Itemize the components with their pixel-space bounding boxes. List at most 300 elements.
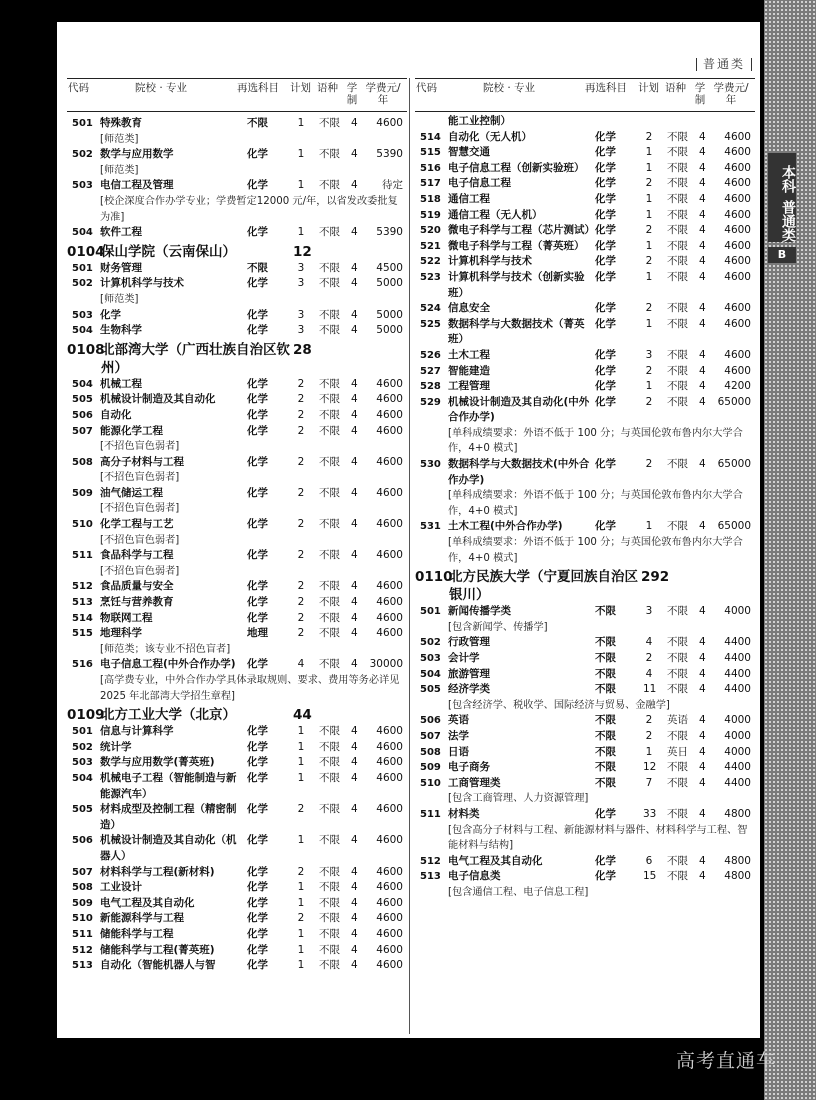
- major-language: 不限: [319, 393, 340, 406]
- major-language: 不限: [667, 192, 688, 205]
- major-name: 会计学: [448, 652, 480, 664]
- major-plan: 1: [297, 179, 305, 192]
- major-plan: 2: [297, 408, 305, 421]
- major-fee: 4600: [724, 192, 751, 205]
- major-code: 504: [72, 227, 93, 239]
- major-code: 502: [72, 278, 93, 290]
- major-row: [415, 130, 755, 146]
- major-years: 4: [699, 761, 706, 774]
- major-name: 日语: [448, 745, 469, 758]
- major-code: 505: [72, 804, 93, 816]
- major-language: 不限: [319, 771, 340, 784]
- major-subject: 化学: [247, 226, 268, 239]
- major-name: 数学与应用数学: [100, 148, 174, 161]
- major-fee: 4600: [724, 146, 751, 159]
- major-row: [415, 745, 755, 761]
- major-years: 4: [351, 771, 358, 784]
- major-row: [67, 225, 407, 241]
- major-language: 不限: [667, 776, 688, 789]
- major-language: 不限: [667, 302, 688, 315]
- major-row: [67, 261, 407, 277]
- header-lang: 语种: [665, 82, 686, 94]
- major-name: 土木工程(中外合作办学): [448, 520, 563, 533]
- major-subject: 化学: [247, 596, 268, 609]
- major-code: 504: [420, 668, 441, 680]
- major-code: 501: [72, 118, 93, 129]
- major-plan: 1: [645, 270, 653, 283]
- major-fee: 5000: [376, 277, 403, 290]
- major-years: 4: [699, 208, 706, 221]
- major-plan: 1: [297, 725, 305, 738]
- major-row: [67, 147, 407, 163]
- major-row: [67, 880, 407, 896]
- major-years: 4: [699, 807, 706, 820]
- major-subject: 化学: [595, 348, 616, 361]
- major-name: 微电子科学与工程（菁英班）: [448, 239, 585, 252]
- major-subject: 化学: [595, 270, 616, 283]
- major-plan: 3: [645, 348, 653, 361]
- major-years: 4: [699, 870, 706, 883]
- major-language: 不限: [319, 308, 340, 321]
- major-language: 不限: [319, 486, 340, 499]
- major-subject: 化学: [595, 317, 616, 330]
- header-plan: 计划: [638, 82, 659, 94]
- major-language: 不限: [667, 270, 688, 283]
- major-fee: 4600: [376, 834, 403, 847]
- major-code: 520: [420, 225, 441, 237]
- major-plan: 15: [643, 870, 657, 883]
- major-name: 机械设计制造及其自动化(中外合作办学): [448, 395, 590, 424]
- major-years: 4: [699, 520, 706, 533]
- major-name: 电信工程及管理: [100, 179, 174, 192]
- major-language: 不限: [319, 408, 340, 421]
- major-language: 不限: [319, 927, 340, 940]
- major-code: 504: [72, 325, 93, 337]
- major-language: 不限: [319, 424, 340, 437]
- major-name: 电气工程及其自动化: [100, 896, 195, 909]
- major-plan: 2: [297, 424, 305, 437]
- major-years: 4: [699, 224, 706, 237]
- major-language: 不限: [667, 255, 688, 268]
- major-code: 506: [420, 715, 441, 727]
- major-plan: 1: [297, 881, 305, 894]
- major-fee: 4600: [376, 803, 403, 816]
- school-heading: [67, 341, 407, 377]
- major-years: 4: [351, 865, 358, 878]
- major-fee: 4600: [724, 239, 751, 252]
- major-subject: 化学: [247, 324, 268, 337]
- major-language: 不限: [319, 834, 340, 847]
- major-fee: 4600: [376, 455, 403, 468]
- major-row: [67, 517, 407, 533]
- major-note: [不招色盲色弱者]: [100, 441, 180, 453]
- major-code: 518: [420, 193, 441, 205]
- major-years: 4: [699, 364, 706, 377]
- major-years: 4: [699, 636, 706, 649]
- major-row: [67, 896, 407, 912]
- major-plan: 1: [645, 317, 653, 330]
- major-row: [415, 364, 755, 380]
- major-language: 不限: [319, 658, 340, 671]
- major-fee: 4600: [724, 224, 751, 237]
- major-language: 不限: [319, 117, 340, 129]
- header-code: 代码: [68, 82, 89, 94]
- major-subject: 化学: [247, 756, 268, 769]
- major-note: [包含经济学、税收学、国际经济与贸易、金融学]: [448, 699, 670, 711]
- major-language: 不限: [667, 239, 688, 252]
- major-plan: 3: [645, 605, 653, 618]
- major-language: 不限: [667, 146, 688, 159]
- major-plan: 2: [645, 224, 653, 237]
- major-language: 不限: [319, 803, 340, 816]
- major-language: 不限: [667, 667, 688, 680]
- major-code: 503: [72, 309, 93, 321]
- major-plan: 1: [645, 192, 653, 205]
- major-row: [67, 657, 407, 673]
- major-subject: 不限: [595, 605, 616, 618]
- major-fee: 4600: [376, 596, 403, 609]
- major-code: 508: [72, 882, 93, 894]
- major-plan: 2: [297, 486, 305, 499]
- major-name: 行政管理: [448, 636, 490, 649]
- major-plan: 11: [643, 683, 657, 696]
- header-code: 代码: [416, 82, 437, 94]
- major-code: 516: [420, 162, 441, 174]
- major-row: [67, 392, 407, 408]
- major-years: 4: [351, 896, 358, 909]
- major-code: 527: [420, 365, 441, 377]
- major-years: 4: [351, 148, 358, 161]
- major-fee: 待定: [382, 179, 403, 192]
- major-language: 不限: [319, 725, 340, 738]
- major-subject: 化学: [247, 803, 268, 816]
- major-subject: 化学: [247, 377, 268, 390]
- major-row: [415, 807, 755, 823]
- major-years: 4: [351, 881, 358, 894]
- major-subject: 化学: [247, 148, 268, 161]
- major-fee: 4600: [376, 486, 403, 499]
- major-code: 522: [420, 256, 441, 268]
- major-row: [67, 611, 407, 627]
- major-code: 512: [420, 855, 441, 867]
- major-code: 506: [72, 835, 93, 847]
- major-name: 计算机科学与技术: [448, 255, 532, 268]
- major-name: 储能科学与工程: [100, 927, 174, 940]
- major-subject: 化学: [247, 881, 268, 894]
- right-rows: [415, 114, 755, 901]
- major-note: [单科成绩要求：外语不低于 100 分；与英国伦敦布鲁内尔大学合作，4+0 模式]: [448, 427, 743, 455]
- major-subject: 不限: [595, 636, 616, 649]
- major-language: 不限: [319, 277, 340, 290]
- major-row: [67, 943, 407, 959]
- major-subject: 化学: [247, 518, 268, 531]
- major-row: [415, 270, 755, 301]
- major-fee: 4600: [724, 130, 751, 143]
- major-code: 515: [72, 628, 93, 640]
- major-language: 不限: [667, 458, 688, 471]
- major-name: 自动化（无人机）: [448, 130, 532, 143]
- major-fee: 4600: [724, 348, 751, 361]
- major-code: 508: [72, 456, 93, 468]
- major-name: 材料类: [448, 807, 480, 820]
- major-language: 不限: [319, 596, 340, 609]
- major-row: [415, 854, 755, 870]
- major-fee: 65000: [717, 458, 751, 471]
- major-years: 4: [351, 424, 358, 437]
- major-name: 计算机科学与技术: [100, 277, 184, 290]
- header-plan: 计划: [290, 82, 311, 94]
- major-name: 油气储运工程: [100, 486, 163, 499]
- major-plan: 2: [645, 302, 653, 315]
- major-plan: 2: [297, 377, 305, 390]
- major-fee: 65000: [717, 395, 751, 408]
- major-code: 507: [72, 425, 93, 437]
- major-row: [67, 724, 407, 740]
- major-plan: 3: [297, 324, 305, 337]
- major-name: 财务管理: [100, 261, 142, 274]
- major-fee: 4600: [376, 740, 403, 753]
- major-note: [不招色盲色弱者]: [100, 503, 180, 515]
- major-years: 4: [699, 395, 706, 408]
- major-subject: 化学: [595, 208, 616, 221]
- major-years: 4: [351, 943, 358, 956]
- major-code: 517: [420, 178, 441, 190]
- major-fee: 4600: [376, 881, 403, 894]
- major-subject: 化学: [595, 380, 616, 393]
- major-plan: 1: [645, 745, 653, 758]
- major-fee: 4600: [376, 549, 403, 562]
- major-row: [415, 776, 755, 792]
- major-language: 不限: [667, 364, 688, 377]
- school-code: 0110: [415, 569, 453, 586]
- major-years: 4: [699, 714, 706, 727]
- major-subject: 化学: [595, 255, 616, 268]
- major-subject: 地理: [247, 627, 268, 640]
- major-language: 不限: [319, 226, 340, 239]
- major-subject: 化学: [595, 395, 616, 408]
- major-plan: 1: [645, 146, 653, 159]
- major-name: 电子信息类: [448, 870, 501, 883]
- major-code: 515: [420, 147, 441, 159]
- major-note: [包含通信工程、电子信息工程]: [448, 886, 589, 898]
- major-fee: 4600: [376, 424, 403, 437]
- major-years: 4: [351, 518, 358, 531]
- major-code: 528: [420, 381, 441, 393]
- major-language: 不限: [667, 652, 688, 664]
- major-subject: 化学: [247, 740, 268, 753]
- major-name: 生物科学: [100, 324, 142, 337]
- major-note: [师范类]: [100, 293, 139, 305]
- major-fee: 4500: [376, 261, 403, 274]
- major-subject: 化学: [247, 896, 268, 909]
- major-plan: 2: [297, 912, 305, 925]
- major-row: [415, 713, 755, 729]
- major-years: 4: [351, 486, 358, 499]
- major-subject: 化学: [247, 486, 268, 499]
- major-name: 工程管理: [448, 380, 490, 393]
- header-lang: 语种: [317, 82, 338, 94]
- major-name: 新闻传播学类: [448, 605, 511, 618]
- major-plan: 2: [297, 803, 305, 816]
- major-years: 4: [351, 959, 358, 972]
- major-name: 智能建造: [448, 364, 490, 377]
- major-language: 不限: [319, 627, 340, 640]
- major-plan: 1: [297, 834, 305, 847]
- major-plan: 7: [645, 776, 653, 789]
- major-row: [67, 323, 407, 339]
- major-code: 513: [420, 871, 441, 883]
- major-language: 不限: [319, 881, 340, 894]
- header-name: 院校 · 专业: [135, 82, 188, 94]
- major-row: [67, 927, 407, 943]
- school-code: 0108: [67, 341, 105, 358]
- major-note: [单科成绩要求：外语不低于 100 分；与英国伦敦布鲁内尔大学合作，4+0 模式]: [448, 537, 743, 564]
- major-language: 不限: [667, 870, 688, 883]
- major-fee: 4600: [376, 865, 403, 878]
- major-row: [415, 239, 755, 255]
- major-code: 501: [72, 726, 93, 738]
- major-plan: 6: [645, 854, 653, 867]
- major-name: 工商管理类: [448, 776, 501, 789]
- major-fee: 4800: [724, 807, 751, 820]
- major-subject: 化学: [247, 549, 268, 562]
- major-language: 不限: [319, 611, 340, 624]
- major-fee: 4400: [724, 683, 751, 696]
- major-name: 自动化（智能机器人与智: [100, 959, 216, 972]
- major-fee: 4600: [724, 317, 751, 330]
- major-name: 烹饪与营养教育: [100, 596, 174, 609]
- major-plan: 1: [297, 226, 305, 239]
- major-language: 不限: [667, 224, 688, 237]
- header-fee: 学费元/年: [365, 82, 401, 106]
- major-row: [415, 604, 755, 620]
- major-row: [67, 626, 407, 642]
- major-plan: 2: [645, 177, 653, 190]
- major-language: 不限: [319, 261, 340, 274]
- school-total: 44: [293, 707, 312, 724]
- major-note: [单科成绩要求：外语不低于 100 分；与英国伦敦布鲁内尔大学合作，4+0 模式]: [448, 490, 743, 517]
- major-language: 不限: [667, 208, 688, 221]
- left-rows: [67, 116, 407, 974]
- major-subject: 不限: [247, 117, 268, 129]
- major-years: 4: [699, 667, 706, 680]
- major-subject: 化学: [595, 177, 616, 190]
- major-name: 自动化: [100, 408, 132, 421]
- major-name: 通信工程（无人机）: [448, 208, 543, 221]
- major-fee: 4600: [724, 270, 751, 283]
- major-row: [415, 317, 755, 348]
- major-row: [67, 408, 407, 424]
- major-row: [67, 116, 407, 132]
- major-code: 511: [72, 550, 93, 562]
- major-code: 523: [420, 271, 441, 283]
- major-subject: 化学: [595, 146, 616, 159]
- column-divider: [409, 78, 410, 1034]
- major-fee: 5390: [376, 226, 403, 239]
- major-plan: 2: [645, 364, 653, 377]
- major-language: 不限: [319, 912, 340, 925]
- major-row: [67, 802, 407, 833]
- major-code: 502: [420, 637, 441, 649]
- major-subject: 化学: [595, 870, 616, 883]
- major-subject: 化学: [247, 658, 268, 671]
- major-row: [415, 223, 755, 239]
- major-name: 电子信息工程（创新实验班）: [448, 161, 585, 174]
- major-fee: 4000: [724, 729, 751, 742]
- major-name: 地理科学: [100, 627, 142, 640]
- category-label: 普通类: [696, 58, 752, 71]
- major-language: 不限: [667, 348, 688, 361]
- major-language: 不限: [667, 317, 688, 330]
- major-code: 531: [420, 521, 441, 533]
- major-row: [415, 254, 755, 270]
- major-code: 509: [420, 762, 441, 774]
- major-years: 4: [351, 756, 358, 769]
- major-name: 信息与计算科学: [100, 725, 174, 738]
- major-plan: 1: [297, 148, 305, 161]
- major-name: 储能科学与工程(菁英班): [100, 943, 215, 956]
- major-years: 4: [351, 393, 358, 406]
- major-plan: 2: [297, 393, 305, 406]
- major-fee: 4600: [724, 364, 751, 377]
- major-row: [67, 771, 407, 802]
- major-language: 不限: [667, 380, 688, 393]
- major-row: [67, 958, 407, 974]
- major-years: 4: [351, 927, 358, 940]
- major-name: 能源化学工程: [100, 424, 163, 437]
- major-subject: 不限: [247, 261, 268, 274]
- major-subject: 化学: [247, 927, 268, 940]
- major-subject: 化学: [247, 308, 268, 321]
- major-subject: 化学: [247, 834, 268, 847]
- school-code: 0109: [67, 707, 105, 724]
- major-fee: 65000: [717, 520, 751, 533]
- major-name: 特殊教育: [100, 117, 142, 129]
- major-language: 不限: [319, 549, 340, 562]
- major-code: 519: [420, 209, 441, 221]
- major-name: 机械设计制造及其自动化: [100, 393, 216, 406]
- school-name: 北部湾大学（广西壮族自治区钦州）: [101, 341, 290, 376]
- major-language: 不限: [319, 148, 340, 161]
- major-years: 4: [351, 912, 358, 925]
- major-language: 不限: [667, 854, 688, 867]
- major-code: 502: [72, 149, 93, 161]
- major-fee: 4600: [376, 627, 403, 640]
- major-name: 英语: [448, 714, 469, 727]
- major-years: 4: [351, 277, 358, 290]
- major-subject: 化学: [595, 130, 616, 143]
- major-code: 503: [72, 180, 93, 192]
- major-subject: 化学: [247, 393, 268, 406]
- major-row: [67, 865, 407, 881]
- major-name: 旅游管理: [448, 667, 490, 680]
- major-language: 英日: [667, 745, 688, 758]
- major-subject: 不限: [595, 745, 616, 758]
- major-name: 电子商务: [448, 761, 490, 774]
- major-code: 510: [72, 519, 93, 531]
- major-name: 材料科学与工程(新材料): [100, 865, 215, 878]
- major-years: 4: [351, 377, 358, 390]
- major-years: 4: [699, 683, 706, 696]
- major-subject: 化学: [595, 807, 616, 820]
- major-row: [67, 911, 407, 927]
- major-language: 不限: [667, 161, 688, 174]
- major-code: 507: [72, 866, 93, 878]
- major-note: [师范类]: [100, 133, 139, 145]
- header-years: 学制: [346, 82, 358, 106]
- major-row: [67, 755, 407, 771]
- major-name: 法学: [448, 729, 469, 742]
